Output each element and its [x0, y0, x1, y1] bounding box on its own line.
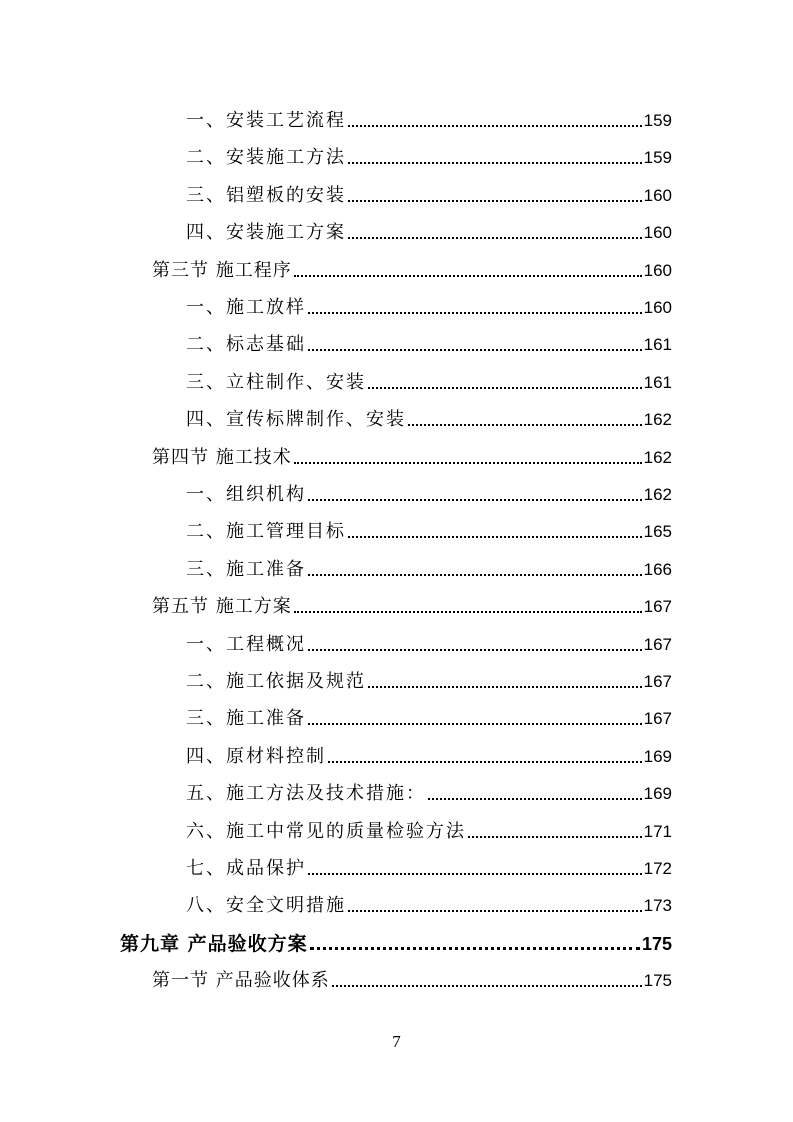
toc-dot-leader: [428, 798, 642, 800]
toc-entry-page: 175: [643, 971, 672, 991]
toc-dot-leader: [308, 873, 642, 875]
toc-subsection-entry[interactable]: [186, 106, 672, 132]
toc-dot-leader: [294, 275, 642, 277]
toc-dot-leader: [294, 462, 642, 464]
toc-subsection-entry[interactable]: [186, 405, 672, 431]
toc-entry-page: 161: [643, 335, 672, 355]
toc-subsection-entry[interactable]: [186, 817, 672, 843]
toc-entry-title: 三、施工准备: [186, 708, 306, 730]
toc-entry-page: 169: [643, 746, 672, 766]
toc-subsection-entry[interactable]: [186, 742, 672, 768]
toc-dot-leader: [308, 499, 642, 501]
toc-dot-leader: [368, 686, 642, 688]
toc-entry-page: 166: [643, 559, 672, 579]
toc-entry-title: 五、施工方法及技术措施：: [186, 783, 426, 805]
toc-entry-page: 167: [643, 597, 672, 617]
toc-entry-title: 三、施工准备: [186, 558, 306, 580]
toc-entry-page: 175: [641, 933, 672, 954]
toc-dot-leader: [348, 162, 642, 164]
toc-dot-leader: [468, 836, 642, 838]
toc-entry-title: 二、施工管理目标: [186, 521, 346, 543]
toc-dot-leader: [348, 536, 642, 538]
toc-entry-title: 四、安装施工方案: [186, 222, 346, 244]
toc-entry-page: 167: [643, 672, 672, 691]
toc-entry-page: 160: [643, 223, 672, 243]
toc-dot-leader: [368, 387, 642, 389]
toc-dot-leader: [308, 574, 642, 576]
toc-dot-leader: [348, 125, 642, 127]
toc-dot-leader: [348, 200, 642, 202]
toc-entry-page: 159: [643, 148, 672, 168]
toc-entry-title: 八、安全文明措施: [186, 895, 346, 917]
toc-entry-page: 173: [643, 896, 672, 916]
toc-entry-title: 一、安装工艺流程: [186, 110, 346, 131]
toc-subsection-entry[interactable]: [186, 143, 672, 169]
toc-entry-title: 四、原材料控制: [186, 745, 326, 767]
toc-entry-title: 一、施工放样: [186, 297, 306, 318]
toc-entry-page: 160: [643, 298, 672, 317]
toc-dot-leader: [308, 723, 642, 725]
toc-entry-page: 167: [643, 709, 672, 729]
toc-entry-page: 171: [643, 821, 672, 841]
toc-entry-title: 三、立柱制作、安装: [186, 371, 366, 393]
toc-entry-page: 167: [643, 634, 672, 654]
toc-entry-title: 六、施工中常见的质量检验方法: [186, 820, 466, 842]
toc-dot-leader: [328, 761, 642, 763]
toc-entry-page: 162: [643, 447, 672, 467]
page-number: 7: [392, 1032, 401, 1051]
toc-entry-page: 160: [643, 260, 672, 280]
toc-subsection-entry[interactable]: [186, 330, 672, 356]
toc-entry-page: 172: [643, 859, 672, 878]
toc-entry-page: 169: [643, 784, 672, 804]
toc-entry-title: 第九章 产品验收方案: [120, 932, 308, 955]
toc-entry-title: 三、铝塑板的安装: [186, 184, 346, 206]
toc-dot-leader: [348, 237, 642, 239]
toc-entry-page: 165: [643, 522, 672, 542]
toc-dot-leader: [294, 611, 642, 613]
toc-subsection-entry[interactable]: [186, 891, 672, 917]
toc-entry-title: 二、标志基础: [186, 334, 306, 356]
toc-entry-title: 一、工程概况: [186, 633, 306, 655]
toc-entry-page: 162: [643, 410, 672, 430]
toc-subsection-entry[interactable]: [186, 555, 672, 581]
toc-entry-page: 161: [643, 372, 672, 392]
toc-entry-title: 四、宣传标牌制作、安装: [186, 409, 406, 431]
toc-entry-title: 第五节 施工方案: [152, 596, 292, 618]
toc-dot-leader: [332, 985, 642, 987]
toc-entry-title: 七、成品保护: [186, 858, 306, 879]
toc-section-entry[interactable]: [152, 966, 672, 992]
toc-entry-title: 第三节 施工程序: [152, 259, 292, 281]
toc-subsection-entry[interactable]: [186, 218, 672, 244]
toc-dot-leader: [308, 312, 642, 314]
toc-entry-page: 159: [643, 111, 672, 130]
toc-subsection-entry[interactable]: [186, 293, 672, 319]
toc-entry-title: 一、组织机构: [186, 484, 306, 505]
toc-dot-leader: [310, 947, 640, 950]
toc-subsection-entry[interactable]: [186, 704, 672, 730]
toc-subsection-entry[interactable]: [186, 480, 672, 506]
toc-subsection-entry[interactable]: [186, 854, 672, 880]
toc-dot-leader: [308, 349, 642, 351]
toc-section-entry[interactable]: [152, 256, 672, 282]
toc-subsection-entry[interactable]: [186, 181, 672, 207]
toc-section-entry[interactable]: [152, 592, 672, 618]
toc-subsection-entry[interactable]: [186, 667, 672, 693]
toc-entry-title: 第一节 产品验收体系: [152, 970, 330, 992]
toc-subsection-entry[interactable]: [186, 517, 672, 543]
toc-dot-leader: [308, 649, 642, 651]
toc-dot-leader: [408, 424, 642, 426]
toc-subsection-entry[interactable]: [186, 368, 672, 394]
toc-section-entry[interactable]: [152, 443, 672, 469]
toc-entry-title: 二、安装施工方法: [186, 147, 346, 169]
toc-chapter-entry[interactable]: [120, 929, 672, 955]
toc-dot-leader: [348, 910, 642, 912]
toc-entry-page: 162: [643, 485, 672, 504]
toc-subsection-entry[interactable]: [186, 779, 672, 805]
toc-entry-title: 第四节 施工技术: [152, 446, 292, 468]
toc-entry-title: 二、施工依据及规范: [186, 671, 366, 692]
toc-subsection-entry[interactable]: [186, 630, 672, 656]
toc-entry-page: 160: [643, 185, 672, 205]
